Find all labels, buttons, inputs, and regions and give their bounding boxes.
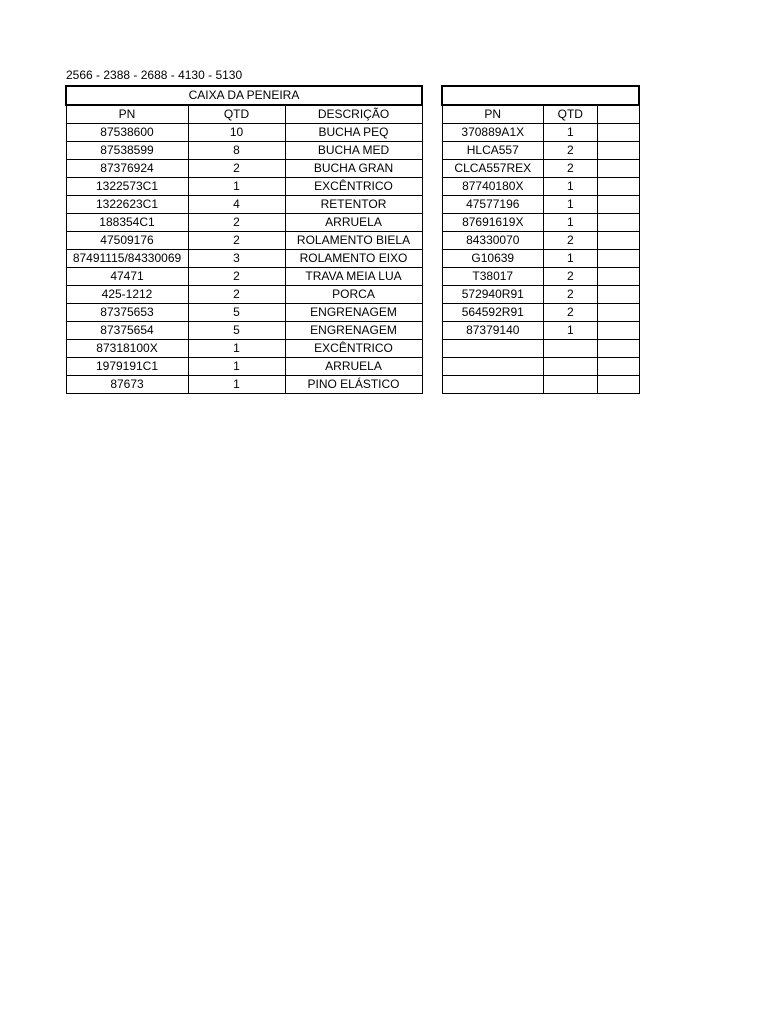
table-cell-pn: 188354C1	[66, 214, 188, 232]
table-cell-qtd: 2	[188, 268, 285, 286]
table-cell-pn: 1979191C1	[66, 358, 188, 376]
table-cell-descricao: ROLAMENTO EIXO	[285, 250, 422, 268]
table-cell-qtd: 1	[188, 376, 285, 394]
table-cell-descricao: RETENTOR	[285, 196, 422, 214]
table-cell-pn: 87491115/84330069	[66, 250, 188, 268]
table-cell-extra	[597, 268, 639, 286]
table-cell-qtd: 8	[188, 142, 285, 160]
column-header-row	[442, 105, 639, 124]
table-cell-pn: 47509176	[66, 232, 188, 250]
column-header-qtd: QTD	[544, 105, 598, 124]
table-title-row	[442, 86, 639, 105]
column-header-extra	[597, 105, 639, 124]
table-cell-qtd	[544, 358, 598, 376]
table-cell-pn	[442, 376, 544, 394]
table-cell-qtd	[544, 376, 598, 394]
table-cell-pn: 84330070	[442, 232, 544, 250]
table-cell-extra	[597, 232, 639, 250]
table-cell-qtd: 1	[544, 196, 598, 214]
table-cell-qtd: 2	[544, 160, 598, 178]
table-cell-pn: 87691619X	[442, 214, 544, 232]
table-row	[442, 286, 639, 304]
table-row	[442, 232, 639, 250]
table-cell-pn: 87538599	[66, 142, 188, 160]
table-cell-qtd: 1	[544, 178, 598, 196]
table-cell-pn: 47471	[66, 268, 188, 286]
table-row	[442, 160, 639, 178]
table-cell-pn: 370889A1X	[442, 124, 544, 142]
table-cell-pn: HLCA557	[442, 142, 544, 160]
table-cell-pn	[442, 340, 544, 358]
table-row	[442, 214, 639, 232]
table-cell-qtd: 1	[188, 340, 285, 358]
table-cell-qtd: 1	[544, 124, 598, 142]
table-row	[442, 250, 639, 268]
table-cell-pn: 1322623C1	[66, 196, 188, 214]
table-cell-descricao: ENGRENAGEM	[285, 304, 422, 322]
table-cell-extra	[597, 214, 639, 232]
table-cell-pn: 87376924	[66, 160, 188, 178]
table-cell-descricao: ARRUELA	[285, 214, 422, 232]
table-cell-pn	[442, 358, 544, 376]
table-cell-extra	[597, 124, 639, 142]
table-cell-extra	[597, 304, 639, 322]
table-cell-descricao: PINO ELÁSTICO	[285, 376, 422, 394]
table-cell-qtd: 1	[188, 178, 285, 196]
table-cell-qtd: 2	[544, 268, 598, 286]
table-row	[442, 268, 639, 286]
table-cell-qtd: 2	[544, 142, 598, 160]
models-header: 2566 - 2388 - 2688 - 4130 - 5130	[66, 68, 243, 82]
table-row	[442, 358, 639, 376]
table-cell-extra	[597, 250, 639, 268]
table-cell-extra	[597, 178, 639, 196]
table-cell-qtd: 2	[544, 232, 598, 250]
table-cell-descricao: ROLAMENTO BIELA	[285, 232, 422, 250]
table-row	[442, 178, 639, 196]
table-cell-extra	[597, 286, 639, 304]
table-cell-pn: 87318100X	[66, 340, 188, 358]
table-cell-qtd: 1	[544, 250, 598, 268]
table-cell-descricao: ARRUELA	[285, 358, 422, 376]
table-cell-extra	[597, 142, 639, 160]
table-row	[442, 322, 639, 340]
table-cell-qtd: 5	[188, 304, 285, 322]
table-cell-pn: 1322573C1	[66, 178, 188, 196]
table-cell-qtd: 5	[188, 322, 285, 340]
table-cell-qtd: 2	[188, 214, 285, 232]
table-cell-pn: 572940R91	[442, 286, 544, 304]
table-cell-extra	[597, 376, 639, 394]
table-title	[442, 86, 639, 105]
table-cell-extra	[597, 358, 639, 376]
table-cell-extra	[597, 160, 639, 178]
table-cell-descricao: TRAVA MEIA LUA	[285, 268, 422, 286]
table-cell-qtd: 2	[544, 304, 598, 322]
table-cell-descricao: PORCA	[285, 286, 422, 304]
table-cell-extra	[597, 196, 639, 214]
table-cell-descricao: BUCHA PEQ	[285, 124, 422, 142]
table-title: CAIXA DA PENEIRA	[66, 86, 422, 105]
table-cell-qtd: 10	[188, 124, 285, 142]
table-cell-pn: G10639	[442, 250, 544, 268]
table-cell-descricao: EXCÊNTRICO	[285, 340, 422, 358]
table-cell-pn: 87379140	[442, 322, 544, 340]
table-cell-qtd: 1	[544, 214, 598, 232]
table-cell-qtd: 2	[188, 232, 285, 250]
table-cell-qtd	[544, 340, 598, 358]
table-cell-qtd: 2	[544, 286, 598, 304]
table-cell-pn: 47577196	[442, 196, 544, 214]
table-row	[442, 376, 639, 394]
table-row	[442, 340, 639, 358]
table-cell-qtd: 4	[188, 196, 285, 214]
table-cell-pn: 87673	[66, 376, 188, 394]
table-cell-pn: 87740180X	[442, 178, 544, 196]
column-header-descricao: DESCRIÇÃO	[285, 105, 422, 124]
table-cell-descricao: EXCÊNTRICO	[285, 178, 422, 196]
table-row	[442, 196, 639, 214]
column-header-qtd: QTD	[188, 105, 285, 124]
table-row	[442, 124, 639, 142]
table-cell-descricao: ENGRENAGEM	[285, 322, 422, 340]
table-cell-qtd: 2	[188, 160, 285, 178]
table-cell-pn: 564592R91	[442, 304, 544, 322]
table-cell-pn: 87375653	[66, 304, 188, 322]
table-cell-descricao: BUCHA MED	[285, 142, 422, 160]
table-cell-extra	[597, 340, 639, 358]
table-cell-pn: CLCA557REX	[442, 160, 544, 178]
table-row	[442, 304, 639, 322]
table-cell-pn: 425-1212	[66, 286, 188, 304]
table-row	[442, 142, 639, 160]
table-cell-pn: 87538600	[66, 124, 188, 142]
table-cell-extra	[597, 322, 639, 340]
table-cell-qtd: 1	[544, 322, 598, 340]
table-cell-qtd: 2	[188, 286, 285, 304]
table-cell-pn: 87375654	[66, 322, 188, 340]
table-cell-qtd: 1	[188, 358, 285, 376]
table-cell-pn: T38017	[442, 268, 544, 286]
column-header-pn: PN	[66, 105, 188, 124]
table-cell-descricao: BUCHA GRAN	[285, 160, 422, 178]
column-header-pn: PN	[442, 105, 544, 124]
secondary-parts-table	[441, 85, 640, 394]
table-cell-qtd: 3	[188, 250, 285, 268]
